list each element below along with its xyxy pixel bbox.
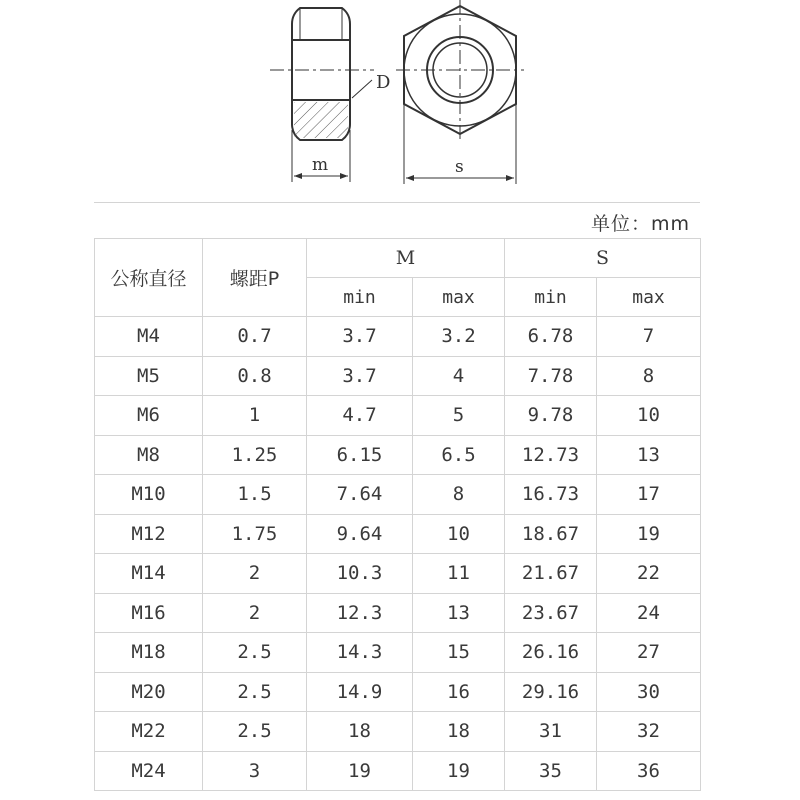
table-row [95, 396, 701, 436]
cell-nominal: M6 [95, 396, 203, 436]
cell-pitch: 2 [203, 554, 307, 594]
cell-s-max: 24 [597, 593, 701, 633]
unit-label: 单位：mm [590, 213, 690, 235]
cell-s-min: 16.73 [505, 475, 597, 515]
cell-s-max: 17 [597, 475, 701, 515]
header-s-min: min [505, 278, 597, 317]
cell-m-min: 6.15 [307, 435, 413, 475]
cell-m-max: 18 [413, 712, 505, 752]
cell-m-min: 3.7 [307, 356, 413, 396]
cell-nominal: M24 [95, 751, 203, 791]
cell-nominal: M8 [95, 435, 203, 475]
label-m: m [312, 155, 329, 175]
cell-m-max: 4 [413, 356, 505, 396]
cell-m-max: 15 [413, 633, 505, 673]
cell-pitch: 2.5 [203, 633, 307, 673]
cell-s-min: 21.67 [505, 554, 597, 594]
header-s-max: max [597, 278, 701, 317]
table-body [95, 317, 701, 791]
cell-m-max: 8 [413, 475, 505, 515]
cell-nominal: M4 [95, 317, 203, 357]
cell-m-min: 3.7 [307, 317, 413, 357]
cell-pitch: 2.5 [203, 672, 307, 712]
cell-m-min: 19 [307, 751, 413, 791]
cell-nominal: M12 [95, 514, 203, 554]
header-group-m: M [307, 239, 505, 278]
label-d: D [376, 72, 391, 93]
label-s: s [455, 157, 464, 177]
cell-nominal: M20 [95, 672, 203, 712]
cell-s-min: 31 [505, 712, 597, 752]
cell-pitch: 2.5 [203, 712, 307, 752]
cell-s-min: 7.78 [505, 356, 597, 396]
cell-s-min: 23.67 [505, 593, 597, 633]
table-row [95, 672, 701, 712]
cell-s-min: 9.78 [505, 396, 597, 436]
cell-s-min: 18.67 [505, 514, 597, 554]
header-group-s: S [505, 239, 701, 278]
table-row [95, 356, 701, 396]
cell-s-max: 19 [597, 514, 701, 554]
cell-s-max: 30 [597, 672, 701, 712]
table-row [95, 633, 701, 673]
cell-m-max: 13 [413, 593, 505, 633]
cell-pitch: 0.7 [203, 317, 307, 357]
header-pitch: 螺距P [203, 239, 307, 317]
cell-s-max: 10 [597, 396, 701, 436]
cell-pitch: 2 [203, 593, 307, 633]
table-row [95, 593, 701, 633]
cell-m-max: 11 [413, 554, 505, 594]
unit-row [94, 202, 700, 239]
cell-s-max: 13 [597, 435, 701, 475]
cell-m-max: 10 [413, 514, 505, 554]
cell-m-max: 6.5 [413, 435, 505, 475]
cell-pitch: 1.75 [203, 514, 307, 554]
header-m-min: min [307, 278, 413, 317]
cell-pitch: 1 [203, 396, 307, 436]
cell-m-min: 14.9 [307, 672, 413, 712]
cell-m-min: 12.3 [307, 593, 413, 633]
hex-nut-drawing [0, 0, 800, 200]
cell-s-min: 35 [505, 751, 597, 791]
cell-nominal: M10 [95, 475, 203, 515]
cell-s-max: 32 [597, 712, 701, 752]
cell-nominal: M18 [95, 633, 203, 673]
cell-m-max: 19 [413, 751, 505, 791]
table-row [95, 435, 701, 475]
cell-m-max: 5 [413, 396, 505, 436]
cell-m-min: 10.3 [307, 554, 413, 594]
table-row [95, 554, 701, 594]
cell-s-min: 26.16 [505, 633, 597, 673]
table-row [95, 475, 701, 515]
cell-s-min: 6.78 [505, 317, 597, 357]
cell-s-min: 12.73 [505, 435, 597, 475]
table-row [95, 751, 701, 791]
cell-s-max: 27 [597, 633, 701, 673]
cell-m-min: 4.7 [307, 396, 413, 436]
nut-dimension-table [94, 238, 701, 791]
header-m-max: max [413, 278, 505, 317]
cell-nominal: M16 [95, 593, 203, 633]
cell-m-min: 7.64 [307, 475, 413, 515]
header-nominal-diameter: 公称直径 [95, 239, 203, 317]
cell-nominal: M5 [95, 356, 203, 396]
cell-m-min: 9.64 [307, 514, 413, 554]
cell-pitch: 1.5 [203, 475, 307, 515]
cell-s-max: 36 [597, 751, 701, 791]
cell-s-min: 29.16 [505, 672, 597, 712]
cell-pitch: 0.8 [203, 356, 307, 396]
cell-s-max: 7 [597, 317, 701, 357]
table-row [95, 317, 701, 357]
cell-m-max: 16 [413, 672, 505, 712]
table-row [95, 712, 701, 752]
cell-m-max: 3.2 [413, 317, 505, 357]
cell-m-min: 14.3 [307, 633, 413, 673]
cell-nominal: M22 [95, 712, 203, 752]
cell-pitch: 3 [203, 751, 307, 791]
cell-m-min: 18 [307, 712, 413, 752]
cell-s-max: 22 [597, 554, 701, 594]
cell-nominal: M14 [95, 554, 203, 594]
table-row [95, 514, 701, 554]
cell-pitch: 1.25 [203, 435, 307, 475]
cell-s-max: 8 [597, 356, 701, 396]
